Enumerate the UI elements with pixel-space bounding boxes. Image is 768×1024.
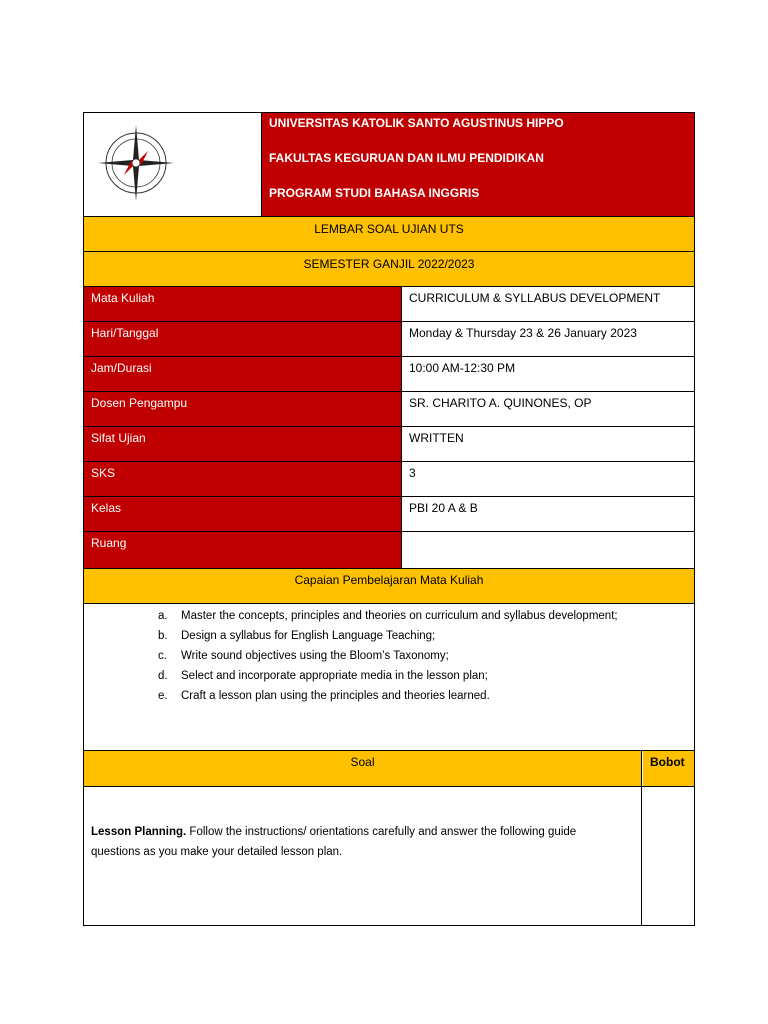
- info-value: PBI 20 A & B: [409, 501, 478, 515]
- info-value: CURRICULUM & SYLLABUS DEVELOPMENT: [409, 291, 661, 305]
- cpmk-heading-row: [84, 568, 694, 603]
- soal-line-2: questions as you make your detailed lesson plan.: [91, 846, 343, 858]
- cpmk-list-row: [84, 603, 694, 750]
- info-label: Ruang: [91, 536, 127, 550]
- university-seal-icon: [96, 123, 176, 203]
- cpmk-list: [158, 606, 618, 706]
- soal-body-cell: [84, 787, 642, 925]
- soal-body-row: [84, 786, 694, 925]
- list-item: a. Master the concepts, principles and theories on curriculum and syllabus development;: [158, 610, 618, 622]
- info-value: Monday & Thursday 23 & 26 January 2023: [409, 326, 637, 340]
- info-label: Jam/Durasi: [91, 361, 152, 375]
- bobot-heading: Bobot: [650, 755, 685, 769]
- info-row: [84, 321, 694, 356]
- soal-text: [91, 822, 636, 862]
- soal-heading: Soal: [350, 755, 375, 769]
- info-label: Sifat Ujian: [91, 431, 146, 445]
- info-value: SR. CHARITO A. QUINONES, OP: [409, 396, 592, 410]
- info-label: Dosen Pengampu: [91, 396, 188, 410]
- info-row: [84, 461, 694, 496]
- semester-row: [84, 251, 694, 286]
- soal-heading-cell: [84, 751, 642, 786]
- list-item: e. Craft a lesson plan using the principles and theories learned.: [158, 690, 490, 702]
- list-item: b. Design a syllabus for English Language Teaching;: [158, 630, 436, 642]
- cpmk-heading: Capaian Pembelajaran Mata Kuliah: [294, 573, 484, 587]
- semester-title: SEMESTER GANJIL 2022/2023: [303, 257, 475, 271]
- soal-line-1: Follow the instructions/ orientations carefully and answer the following guide: [189, 826, 577, 838]
- info-row: [84, 496, 694, 531]
- header-title-block: [262, 113, 694, 216]
- info-row: [84, 391, 694, 426]
- info-label: Hari/Tanggal: [91, 326, 159, 340]
- exam-sheet: [83, 112, 695, 926]
- info-label: SKS: [91, 466, 116, 480]
- info-label: Kelas: [91, 501, 122, 515]
- soal-lead: Lesson Planning.: [91, 826, 187, 838]
- exam-title: LEMBAR SOAL UJIAN UTS: [314, 222, 464, 236]
- bobot-cell: [643, 787, 694, 925]
- list-item: d. Select and incorporate appropriate media in the lesson plan;: [158, 670, 488, 682]
- info-row: [84, 426, 694, 461]
- header-row: [84, 113, 694, 216]
- info-label: Mata Kuliah: [91, 291, 155, 305]
- list-item: c. Write sound objectives using the Bloom’s Taxonomy;: [158, 650, 449, 662]
- info-row: [84, 531, 694, 568]
- info-value: WRITTEN: [409, 431, 464, 445]
- info-value: 10:00 AM-12:30 PM: [409, 361, 516, 375]
- bobot-heading-cell: [643, 751, 694, 786]
- program-name: PROGRAM STUDI BAHASA INGGRIS: [269, 186, 480, 200]
- exam-title-row: [84, 216, 694, 251]
- info-value: 3: [409, 466, 416, 480]
- faculty-name: FAKULTAS KEGURUAN DAN ILMU PENDIDIKAN: [269, 151, 544, 165]
- soal-heading-row: [84, 750, 694, 786]
- info-row: [84, 286, 694, 321]
- university-name: UNIVERSITAS KATOLIK SANTO AGUSTINUS HIPPO: [269, 116, 564, 130]
- info-row: [84, 356, 694, 391]
- logo-cell: [84, 113, 262, 216]
